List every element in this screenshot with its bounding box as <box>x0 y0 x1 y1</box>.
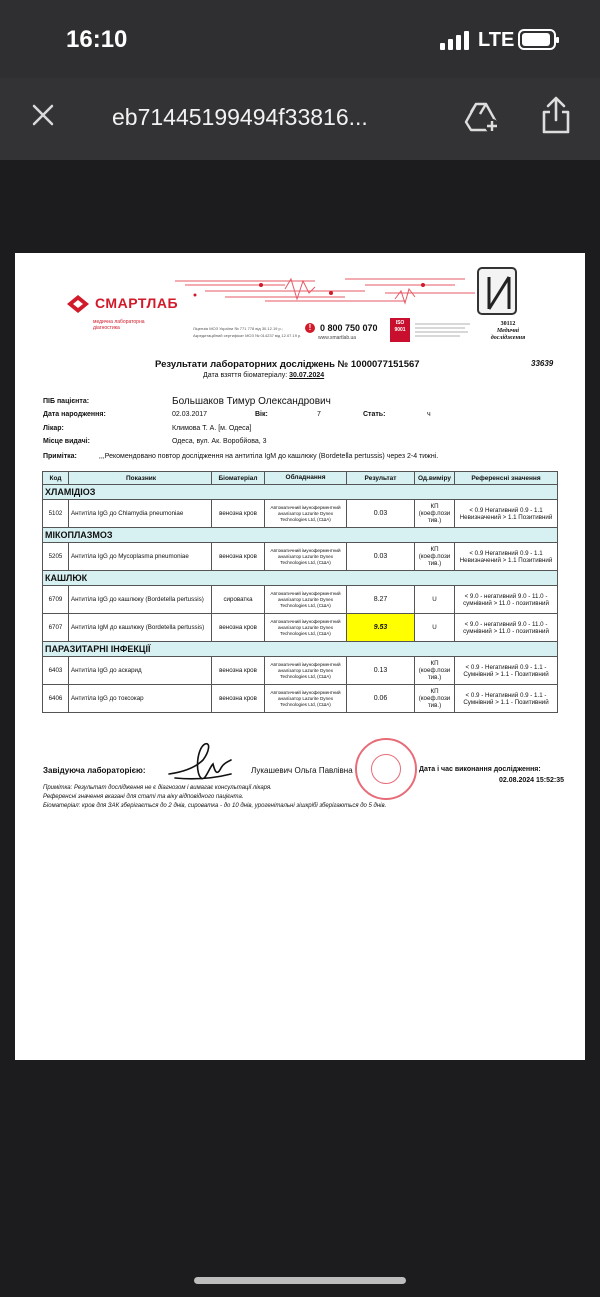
done-date: 02.08.2024 15:52:35 <box>499 777 564 784</box>
share-icon <box>536 94 576 136</box>
signature-image <box>165 738 235 786</box>
note: Примітка: ,,,Рекомендовано повтор дослідження на антитіла IgM до кашлюку (Bordetella pertussis) через 2-4 тижні. <box>43 453 439 460</box>
cell-code: 6707 <box>43 614 69 642</box>
head-label: Завідуюча лабораторією: <box>43 766 146 775</box>
cell-bio: венозна кров <box>212 500 265 528</box>
patient-name: Большаков Тимур Олександрович <box>172 396 331 407</box>
cell-result: 0.06 <box>347 685 415 713</box>
cell-unit: U <box>415 586 455 614</box>
footnote-2: Референсні значення вказані для статі та віку відповідного пацієнта. <box>43 794 244 800</box>
cell-equipment: Автоматичний імуноферментний аналізатор Lazurite Dynex Technologies Ltd, (США) <box>265 657 347 685</box>
cell-result: 8.27 <box>347 586 415 614</box>
col-biomaterial: Біоматеріал <box>212 472 265 485</box>
home-indicator[interactable] <box>194 1277 406 1284</box>
done-label: Дата і час виконання дослідження: <box>419 766 541 773</box>
cell-indicator: Антитіла IgG до аскарид <box>69 657 212 685</box>
cell-unit: КП (коеф.пози тив.) <box>415 543 455 571</box>
col-indicator: Показник <box>69 472 212 485</box>
footnote-1: Примітка: Результат дослідження не є діагнозом і вимагає консультації лікаря. <box>43 785 272 791</box>
cell-equipment: Автоматичний імуноферментний аналізатор Lazurite Dynex Technologies Ltd, (США) <box>265 500 347 528</box>
section-title: КАШЛЮК <box>43 571 558 586</box>
cell-bio: венозна кров <box>212 685 265 713</box>
close-icon <box>28 100 58 130</box>
cell-bio: венозна кров <box>212 543 265 571</box>
table-row <box>43 586 558 614</box>
sex-value: ч <box>427 411 431 418</box>
cell-bio: сироватка <box>212 586 265 614</box>
section-title: МІКОПЛАЗМОЗ <box>43 528 558 543</box>
cell-result: 9.53 <box>347 614 415 642</box>
cell-equipment: Автоматичний імуноферментний аналізатор Lazurite Dynex Technologies Ltd, (США) <box>265 614 347 642</box>
results-code: 33639 <box>531 359 554 368</box>
results-table <box>42 471 558 713</box>
cell-ref: < 9.0 - негативний 9.0 - 11.0 - сумнівний > 11.0 - позитивний <box>455 614 558 642</box>
network-type: LTE <box>478 29 515 51</box>
table-row <box>43 614 558 642</box>
cell-ref: < 0.9 - Негативний 0.9 - 1.1 - Сумнівний > 1.1 - Позитивний <box>455 685 558 713</box>
cell-indicator: Антитіла IgG до Mycoplasma pneumoniae <box>69 543 212 571</box>
section-row <box>43 571 558 586</box>
status-bar <box>0 0 600 78</box>
footnote-3: Біоматеріал: кров для ЗАК зберігається до 2 днів, сироватка - до 10 днів, урогенітальні зішкрібі зберігаються до 5 днів. <box>43 803 387 809</box>
website: www.smartlab.ua <box>318 335 357 341</box>
results-title: Результати лабораторних досліджень № 1000077151567 <box>155 359 420 370</box>
cell-indicator: Антитіла IgG до токсокар <box>69 685 212 713</box>
section-row <box>43 642 558 657</box>
cell-indicator: Антитіла IgM до кашлюку (Bordetella pertussis) <box>69 614 212 642</box>
cell-result: 0.03 <box>347 543 415 571</box>
col-reference: Референсні значення <box>455 472 558 485</box>
head-name: Лукашевич Ольга Павлівна <box>251 766 353 775</box>
sample-date: Дата взяття біоматеріалу: 30.07.2024 <box>203 372 325 379</box>
iso-description <box>415 321 470 341</box>
status-time: 16:10 <box>66 26 128 53</box>
cell-bio: венозна кров <box>212 614 265 642</box>
iso-badge: ISO 9001 <box>390 318 410 342</box>
share-button[interactable] <box>536 94 576 136</box>
age-value: 7 <box>317 411 321 418</box>
cert-line2: дослідження <box>490 335 526 341</box>
viewer-toolbar <box>0 78 600 160</box>
doctor-label: Лікар: <box>43 425 64 432</box>
cell-indicator: Антитіла IgG до кашлюку (Bordetella pertussis) <box>69 586 212 614</box>
footnotes <box>43 784 386 811</box>
battery-icon <box>518 29 556 50</box>
document-page <box>15 253 585 1060</box>
cert-line1: Медичні <box>496 328 520 334</box>
section-title: ПАРАЗИТАРНІ ІНФЕКЦІЇ <box>43 642 558 657</box>
place-value: Одеса, вул. Ак. Воробйова, 3 <box>172 438 267 445</box>
cell-equipment: Автоматичний імуноферментний аналізатор Lazurite Dynex Technologies Ltd, (США) <box>265 586 347 614</box>
cellular-signal-icon <box>440 30 470 50</box>
col-unit: Од.виміру <box>415 472 455 485</box>
cell-unit: U <box>415 614 455 642</box>
table-row <box>43 543 558 571</box>
col-equipment: Обладнання <box>265 472 347 485</box>
sex-label: Стать: <box>363 411 386 418</box>
col-code: Код <box>43 472 69 485</box>
cell-code: 6709 <box>43 586 69 614</box>
phone-icon: ! <box>305 323 315 333</box>
table-header-row <box>43 472 558 485</box>
table-row <box>43 685 558 713</box>
dob-label: Дата народження: <box>43 411 106 418</box>
age-label: Вік: <box>255 411 268 418</box>
cell-unit: КП (коеф.пози тив.) <box>415 685 455 713</box>
cell-ref: < 0.9 - Негативний 0.9 - 1.1 - Сумнівний > 1.1 - Позитивний <box>455 657 558 685</box>
cell-ref: < 0.9 Негативний 0.9 - 1.1 Невизначений > 1.1 Позитивний <box>455 500 558 528</box>
table-row <box>43 500 558 528</box>
cell-code: 5205 <box>43 543 69 571</box>
cell-ref: < 9.0 - негативний 9.0 - 11.0 - сумнівний > 11.0 - позитивний <box>455 586 558 614</box>
hotline-phone: 0 800 750 070 <box>320 323 378 333</box>
cell-indicator: Антитіла IgG до Chlamydia pneumoniae <box>69 500 212 528</box>
results-body <box>43 485 558 713</box>
cell-equipment: Автоматичний імуноферментний аналізатор Lazurite Dynex Technologies Ltd, (США) <box>265 543 347 571</box>
cell-code: 5102 <box>43 500 69 528</box>
col-result: Результат <box>347 472 415 485</box>
certificate-logo-icon <box>477 267 517 315</box>
certificate-badge <box>475 267 541 345</box>
dob-value: 02.03.2017 <box>172 411 208 418</box>
close-button[interactable] <box>28 100 58 130</box>
table-row <box>43 657 558 685</box>
cell-code: 6406 <box>43 685 69 713</box>
cell-unit: КП (коеф.пози тив.) <box>415 500 455 528</box>
add-to-drive-button[interactable] <box>462 96 502 136</box>
cell-bio: венозна кров <box>212 657 265 685</box>
drive-add-icon <box>462 96 502 136</box>
cell-result: 0.13 <box>347 657 415 685</box>
cell-equipment: Автоматичний імуноферментний аналізатор Lazurite Dynex Technologies Ltd, (США) <box>265 685 347 713</box>
section-row <box>43 528 558 543</box>
smartlab-logo-icon <box>65 293 91 315</box>
cell-unit: КП (коеф.пози тив.) <box>415 657 455 685</box>
document-title: eb71445199494f33816... <box>112 104 368 130</box>
license-text: Ліцензія МОЗ України № 771 778 від 30.12.19 р.; Акредитаційний сертифікат МОЗ № 014237 від 12.07.19 р. <box>193 326 302 338</box>
doctor-value: Климова Т. А. [м. Одеса] <box>172 425 252 432</box>
patient-name-label: ПІБ пацієнта: <box>43 398 90 405</box>
section-row <box>43 485 558 500</box>
header-decoration <box>165 271 477 307</box>
section-title: ХЛАМІДІОЗ <box>43 485 558 500</box>
place-label: Місце видачі: <box>43 438 90 445</box>
cert-number: 30112 <box>500 321 516 327</box>
cell-ref: < 0.9 Негативний 0.9 - 1.1 Невизначений > 1.1 Позитивний <box>455 543 558 571</box>
cell-result: 0.03 <box>347 500 415 528</box>
smartlab-logo: СМАРТЛАБ медична лабораторна діагностика <box>65 291 175 331</box>
cell-code: 6403 <box>43 657 69 685</box>
